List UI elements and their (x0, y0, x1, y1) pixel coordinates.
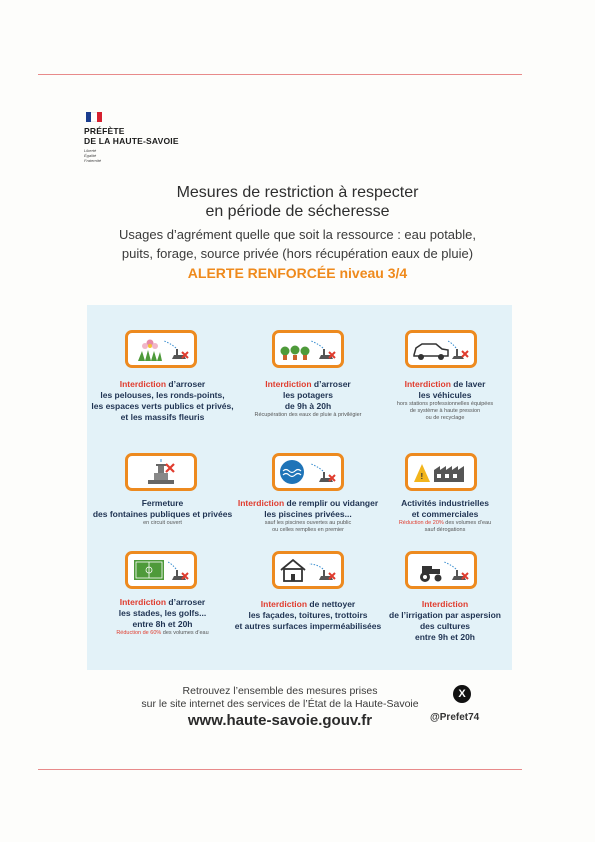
card-gardens-line-1: les potagers (282, 390, 334, 400)
card-vehicles-note-3: ou de recyclage (425, 415, 465, 421)
card-gardens-note: Récupération des eaux de pluie à privilégier (254, 412, 362, 418)
card-fountains-action: Fermeture (141, 498, 184, 508)
alert-level: ALERTE RENFORCÉE niveau 3/4 (187, 265, 408, 281)
french-flag-icon (86, 112, 102, 122)
twitter-handle[interactable]: @Prefet74 (430, 712, 480, 723)
card-lawns-line-3: et les massifs fleuris (120, 412, 205, 422)
subtitle-line-2: puits, forage, source privée (hors récupération eaux de pluie) (121, 246, 474, 261)
card-vehicles (385, 379, 505, 422)
page-title (0, 183, 595, 221)
logo-line-2: DE LA HAUTE-SAVOIE (84, 136, 179, 146)
card-industry-action: Activités industrielles (401, 498, 489, 508)
fountain-icon (125, 453, 197, 491)
title-line-2: en période de sécheresse (205, 203, 390, 220)
card-stadiums-line-2: entre 8h et 20h (132, 619, 193, 629)
card-vehicles-red: Interdiction (404, 379, 451, 389)
card-stadiums-red: Interdiction (119, 597, 167, 607)
flower-watering-icon (125, 330, 197, 368)
vegetable-garden-icon (272, 330, 344, 368)
card-stadiums-reduction: Réduction de 60% (116, 630, 162, 636)
card-facades-action: de nettoyer (307, 599, 356, 609)
card-irrigation (385, 599, 505, 643)
card-industry-reduction: Réduction de 20% (398, 520, 444, 526)
card-stadiums-action: d’arroser (166, 597, 206, 607)
card-lawns-line-1: les pelouses, les ronds-points, (100, 390, 225, 400)
card-gardens-red: Interdiction (265, 379, 312, 389)
republic-motto (84, 148, 179, 163)
card-irrigation-line-2: des cultures (419, 621, 471, 631)
top-divider (38, 74, 522, 75)
card-vehicles-line-1: les véhicules (418, 390, 472, 400)
footer-line-2: sur le site internet des services de l’État de la Haute-Savoie (141, 698, 419, 710)
card-industry (385, 498, 505, 534)
card-facades (232, 599, 384, 632)
website-link[interactable]: www.haute-savoie.gouv.fr (187, 712, 373, 729)
card-facades-line-1: les façades, toitures, trottoirs (248, 610, 368, 620)
card-gardens-line-2: de 9h à 20h (284, 401, 332, 411)
card-industry-line-1: et commerciales (411, 509, 479, 519)
card-lawns-red: Interdiction (119, 379, 167, 389)
card-stadiums-line-1: les stades, les golfs... (118, 608, 207, 618)
logo-line-1: PRÉFÈTE (84, 126, 125, 136)
house-cleaning-icon (272, 551, 344, 589)
motto-fraternite: Fraternité (84, 158, 102, 163)
card-pools-note-2: ou celles remplies en premier (272, 527, 344, 533)
card-vegetable-gardens (238, 379, 378, 419)
page-subtitle (0, 225, 595, 263)
card-irrigation-line-1: de l’irrigation par aspersion (389, 610, 501, 620)
card-pools-line-1: les piscines privées... (264, 509, 352, 519)
card-irrigation-red: Interdiction (421, 599, 469, 609)
card-stadiums (90, 597, 235, 637)
motto-egalite: Égalité (84, 153, 97, 158)
prefecture-logo (84, 112, 179, 163)
card-fountains-note: en circuit ouvert (143, 520, 182, 526)
card-pools-note-1: sauf les piscines ouvertes au public (264, 520, 352, 526)
stadium-icon (125, 551, 197, 589)
bottom-divider (38, 769, 522, 770)
footer-line-1: Retrouvez l’ensemble des mesures prises (182, 685, 378, 697)
card-vehicles-note-2: de système à haute pression (409, 408, 481, 414)
card-industry-reduction-text: des volumes d’eau (443, 520, 492, 526)
card-fountains-line-1: des fontaines publiques et privées (92, 509, 233, 519)
motto-liberte: Liberté (84, 148, 97, 153)
card-pools (232, 498, 384, 534)
card-lawns-line-2: les espaces verts publics et privés, (91, 401, 234, 411)
card-vehicles-note-1: hors stations professionnelles équipées (396, 401, 494, 407)
card-lawns-action: d’arroser (166, 379, 206, 389)
card-stadiums-reduction-text: des volumes d’eau (161, 630, 209, 636)
x-twitter-icon[interactable]: X (453, 685, 471, 703)
subtitle-line-1: Usages d’agrément quelle que soit la ressource : eau potable, (119, 227, 476, 242)
card-vehicles-action: de laver (450, 379, 486, 389)
tractor-irrigation-icon (405, 551, 477, 589)
card-pools-action: de remplir ou vidanger (284, 498, 379, 508)
card-facades-line-2: et autres surfaces imperméabilisées (234, 621, 382, 631)
factory-icon (405, 453, 477, 491)
svg-text:!: ! (420, 472, 424, 481)
card-irrigation-line-3: entre 9h et 20h (415, 632, 475, 642)
card-industry-note: sauf dérogations (424, 527, 466, 533)
card-lawns (90, 379, 235, 423)
card-gardens-action: d’arroser (311, 379, 351, 389)
card-fountains (90, 498, 235, 527)
car-wash-icon (405, 330, 477, 368)
swimming-pool-icon (272, 453, 344, 491)
title-line-1: Mesures de restriction à respecter (176, 184, 419, 201)
card-pools-red: Interdiction (237, 498, 285, 508)
card-facades-red: Interdiction (260, 599, 308, 609)
